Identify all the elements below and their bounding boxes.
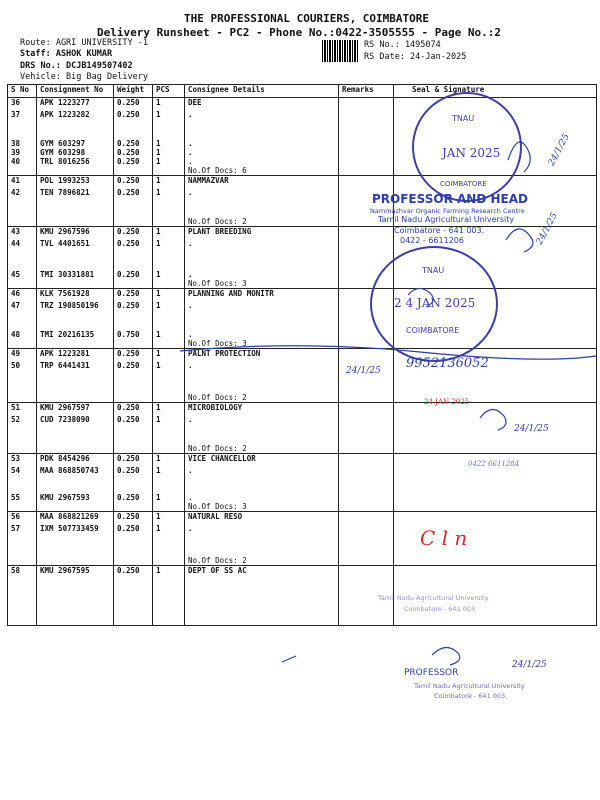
red-date-stamp: 24 JAN 2025	[424, 398, 470, 406]
cell-weight: 0.250	[114, 454, 153, 466]
cell-consignment-no: MAA 868850743	[37, 466, 114, 493]
cell-sno: 49	[8, 349, 37, 361]
cell-consignee: .	[185, 524, 339, 556]
cell-sno: 55	[8, 493, 37, 502]
cell-consignee: DEPT OF SS AC	[185, 566, 339, 578]
signature-58-date: 24/1/25	[512, 660, 547, 670]
cell-consignment-no: POL 1993253	[37, 176, 114, 188]
cell-pcs: 1	[153, 512, 185, 524]
cell-sno: 53	[8, 454, 37, 466]
cell-consignee: .	[185, 270, 339, 279]
cell-consignee: NAMMAZVAR	[185, 176, 339, 188]
cell-weight: 0.750	[114, 330, 153, 339]
cell-consignment-no: KMU 2967593	[37, 493, 114, 502]
stamp-tnau-text: TNAU	[452, 114, 475, 123]
cell-consignment-no: TRZ 190850196	[37, 301, 114, 330]
cell-consignee: NATURAL RESO	[185, 512, 339, 524]
bottom-prof-line1: Tamil Nadu Agricultural University	[414, 682, 525, 690]
cell-weight: 0.250	[114, 139, 153, 148]
cell-consignee: .	[185, 188, 339, 217]
cell-pcs: 1	[153, 289, 185, 301]
docs-count: No.Of Docs: 6	[185, 166, 339, 176]
cell-weight: 0.250	[114, 466, 153, 493]
cell-pcs: 1	[153, 493, 185, 502]
bottom-prof-stamp-title: PROFESSOR	[404, 668, 459, 678]
cell-weight: 0.250	[114, 148, 153, 157]
cell-consignment-no: GYM 603297	[37, 139, 114, 148]
cell-sno: 41	[8, 176, 37, 188]
cell-weight: 0.250	[114, 415, 153, 444]
cell-sno: 45	[8, 270, 37, 279]
col-header-remarks: Remarks	[339, 85, 394, 98]
cell-weight: 0.250	[114, 157, 153, 166]
signature-49	[480, 409, 506, 430]
col-header-consignee: Consignee Details	[185, 85, 339, 98]
stamp2-city-text: COIMBATORE	[406, 326, 460, 335]
bottom-prof-line2: Coimbatore - 641 003.	[434, 692, 508, 700]
docs-count: No.Of Docs: 2	[185, 556, 339, 566]
col-header-consignment: Consignment No	[37, 85, 114, 98]
cell-consignee: .	[185, 415, 339, 444]
docs-count: No.Of Docs: 3	[185, 339, 339, 349]
docs-count: No.Of Docs: 3	[185, 279, 339, 289]
cell-sno: 47	[8, 301, 37, 330]
cell-weight: 0.250	[114, 110, 153, 139]
cell-sno: 51	[8, 403, 37, 415]
col-header-pcs: PCS	[153, 85, 185, 98]
cell-consignee: .	[185, 157, 339, 166]
cell-sno: 42	[8, 188, 37, 217]
prof-stamp-line3: Coimbatore - 641 003.	[394, 226, 485, 235]
cell-sno: 40	[8, 157, 37, 166]
signature-49-date: 24/1/25	[514, 424, 549, 434]
cell-weight: 0.250	[114, 361, 153, 393]
cell-consignee: .	[185, 330, 339, 339]
rs-number: RS No.: 1495074	[364, 40, 441, 50]
cell-sno: 39	[8, 148, 37, 157]
cell-sno: 48	[8, 330, 37, 339]
cell-weight: 0.250	[114, 566, 153, 578]
signature-43	[408, 288, 433, 307]
cell-pcs: 1	[153, 466, 185, 493]
cell-pcs: 1	[153, 566, 185, 578]
pen-tick	[282, 656, 296, 662]
cell-weight: 0.250	[114, 227, 153, 239]
cell-sno: 38	[8, 139, 37, 148]
rs-date: RS Date: 24-Jan-2025	[364, 52, 467, 62]
cell-sno: 37	[8, 110, 37, 139]
col-header-weight: Weight	[114, 85, 153, 98]
signature-41-date: 24/1/25	[534, 211, 560, 247]
strike-line	[180, 346, 596, 359]
cell-consignment-no: GYM 603298	[37, 148, 114, 157]
company-name: THE PROFESSIONAL COURIERS, COIMBATORE	[184, 12, 430, 25]
cell-consignment-no: KMU 2967597	[37, 403, 114, 415]
col-header-seal: Seal & Signature	[394, 85, 597, 98]
cell-sno: 44	[8, 239, 37, 270]
cell-consignee: .	[185, 361, 339, 393]
stamp2-date-text: 2 4 JAN 2025	[394, 296, 476, 310]
cell-consignment-no: KLK 7561928	[37, 289, 114, 301]
cell-pcs: 1	[153, 349, 185, 361]
cell-weight: 0.250	[114, 493, 153, 502]
cell-consignment-no: PDK 8454296	[37, 454, 114, 466]
cell-weight: 0.250	[114, 270, 153, 279]
cell-sno: 43	[8, 227, 37, 239]
signature-58	[432, 647, 460, 665]
cell-weight: 0.250	[114, 188, 153, 217]
cln-mark: C l n	[420, 526, 468, 550]
cell-consignee: .	[185, 493, 339, 502]
cell-sno: 46	[8, 289, 37, 301]
staff-label: Staff: ASHOK KUMAR	[20, 49, 113, 59]
cell-weight: 0.250	[114, 98, 153, 110]
cell-pcs: 1	[153, 239, 185, 270]
cell-weight: 0.250	[114, 289, 153, 301]
cell-pcs: 1	[153, 454, 185, 466]
cell-pcs: 1	[153, 227, 185, 239]
cell-consignee: .	[185, 148, 339, 157]
cell-pcs: 1	[153, 270, 185, 279]
cell-consignment-no: CUD 7238090	[37, 415, 114, 444]
cell-consignment-no: MAA 868821269	[37, 512, 114, 524]
cell-consignee: MICROBIOLOGY	[185, 403, 339, 415]
cell-consignee: PLANNING AND MONITR	[185, 289, 339, 301]
cell-consignee: DEE	[185, 98, 339, 110]
cell-consignment-no: KMU 2967596	[37, 227, 114, 239]
cell-consignment-no: APK 1223282	[37, 110, 114, 139]
cell-weight: 0.250	[114, 301, 153, 330]
signature-36-date: 24/1/25	[546, 132, 572, 168]
signature-41	[506, 229, 533, 252]
cell-consignment-no: APK 1223277	[37, 98, 114, 110]
docs-count: No.Of Docs: 3	[185, 502, 339, 512]
cell-sno: 36	[8, 98, 37, 110]
cell-pcs: 1	[153, 524, 185, 556]
docs-count: No.Of Docs: 2	[185, 393, 339, 403]
cell-pcs: 1	[153, 301, 185, 330]
cell-sno: 57	[8, 524, 37, 556]
cell-consignment-no: TMI 20216135	[37, 330, 114, 339]
signature-36	[508, 142, 530, 172]
stamp2-tnau-text: TNAU	[422, 266, 445, 275]
cell-pcs: 1	[153, 415, 185, 444]
cell-weight: 0.250	[114, 512, 153, 524]
note-52-phone: 0422 6611284	[468, 460, 520, 468]
cell-consignment-no: TRP 6441431	[37, 361, 114, 393]
cell-weight: 0.250	[114, 176, 153, 188]
cell-weight: 0.250	[114, 239, 153, 270]
cell-sno: 56	[8, 512, 37, 524]
cell-consignment-no: TRL 8016256	[37, 157, 114, 166]
faint-stamp-line1: Tamil Nadu Agricultural University	[378, 594, 489, 602]
cell-pcs: 1	[153, 157, 185, 166]
stamp-date-text: JAN 2025	[442, 146, 501, 160]
route-label: Route: AGRI UNIVERSITY -1	[20, 38, 148, 48]
cell-consignment-no: APK 1223281	[37, 349, 114, 361]
signature-47-date: 24/1/25	[346, 366, 381, 376]
cell-consignee: .	[185, 301, 339, 330]
cell-pcs: 1	[153, 330, 185, 339]
receiver-phone: 9952136052	[406, 356, 489, 371]
cell-pcs: 1	[153, 139, 185, 148]
cell-consignment-no: TVL 4401651	[37, 239, 114, 270]
runsheet-title: Delivery Runsheet - PC2 - Phone No.:0422-3505555 - Page No.:2	[97, 26, 501, 39]
col-header-sno: S No	[8, 85, 37, 98]
prof-stamp-phone: 0422 - 6611206	[400, 236, 464, 245]
faint-stamp-line2: Coimbatore - 641 003	[404, 605, 476, 613]
cell-consignee: VICE CHANCELLOR	[185, 454, 339, 466]
prof-stamp-line1: Nammazhvar Organic Farming Research Centre	[370, 207, 525, 215]
cell-weight: 0.250	[114, 403, 153, 415]
cell-consignee: PLANT BREEDING	[185, 227, 339, 239]
cell-consignment-no: IXM 507733459	[37, 524, 114, 556]
docs-count: No.Of Docs: 2	[185, 444, 339, 454]
cell-sno: 50	[8, 361, 37, 393]
cell-pcs: 1	[153, 98, 185, 110]
drs-number: DRS No.: DCJB149507402	[20, 61, 133, 71]
cell-consignee: .	[185, 110, 339, 139]
cell-pcs: 1	[153, 110, 185, 139]
cell-pcs: 1	[153, 403, 185, 415]
cell-weight: 0.250	[114, 524, 153, 556]
cell-consignment-no: TMI 30331881	[37, 270, 114, 279]
cell-pcs: 1	[153, 148, 185, 157]
cell-sno: 58	[8, 566, 37, 578]
cell-consignee: PALNT PROTECTION	[185, 349, 339, 361]
prof-stamp-title: PROFESSOR AND HEAD	[372, 192, 528, 206]
cell-sno: 52	[8, 415, 37, 444]
stamp-city-text: COIMBATORE	[440, 180, 487, 188]
docs-count: No.Of Docs: 2	[185, 217, 339, 227]
vehicle-label: Vehicle: Big Bag Delivery	[20, 72, 148, 82]
cell-pcs: 1	[153, 188, 185, 217]
cell-consignment-no: KMU 2967595	[37, 566, 114, 578]
cell-consignee: .	[185, 239, 339, 270]
cell-consignment-no: TEN 7896821	[37, 188, 114, 217]
cell-weight: 0.250	[114, 349, 153, 361]
prof-stamp-line2: Tamil Nadu Agricultural University	[378, 215, 515, 224]
cell-pcs: 1	[153, 361, 185, 393]
cell-sno: 54	[8, 466, 37, 493]
cell-consignee: .	[185, 466, 339, 493]
cell-pcs: 1	[153, 176, 185, 188]
cell-consignee: .	[185, 139, 339, 148]
